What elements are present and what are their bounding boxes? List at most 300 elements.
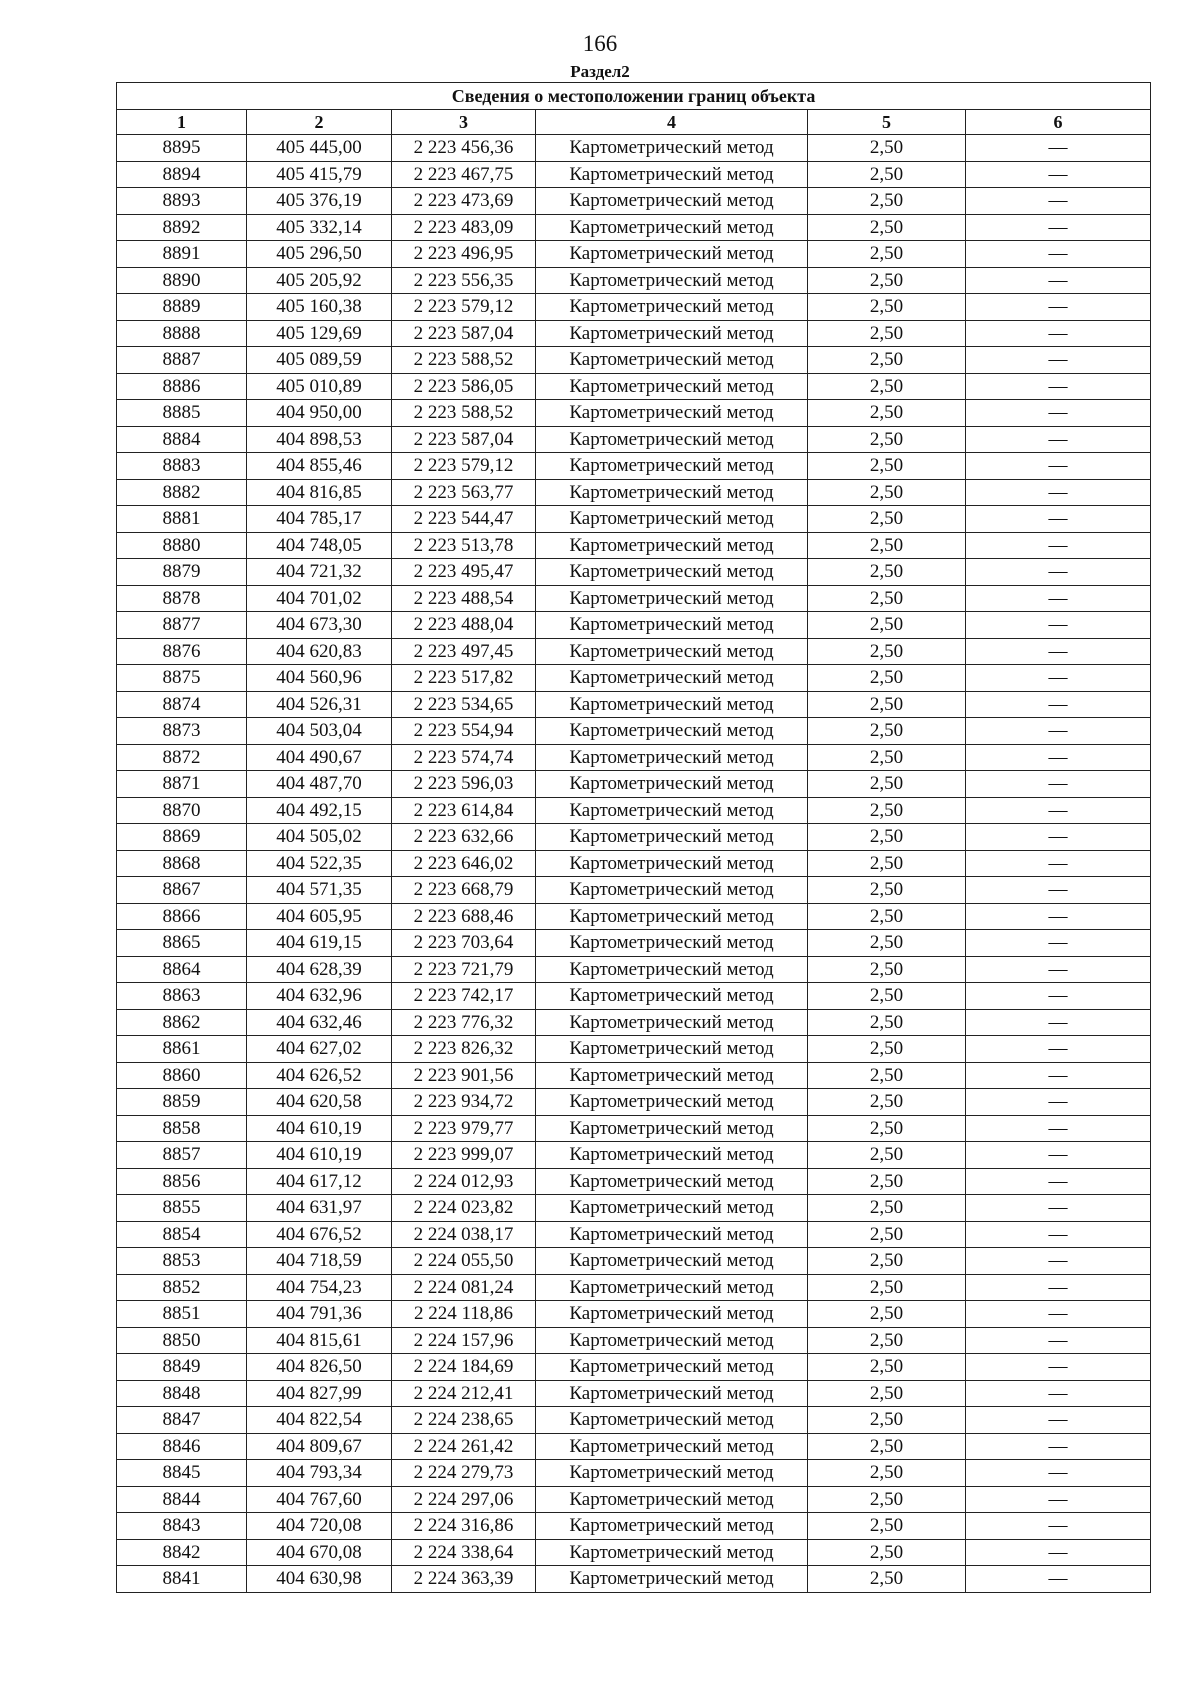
accuracy-cell: 2,50 bbox=[808, 903, 966, 930]
y-coordinate-cell: 2 223 979,77 bbox=[392, 1115, 536, 1142]
x-coordinate-cell: 404 571,35 bbox=[247, 877, 392, 904]
table-row bbox=[117, 797, 1151, 824]
table-row bbox=[117, 638, 1151, 665]
note-cell: — bbox=[966, 877, 1151, 904]
table-row bbox=[117, 665, 1151, 692]
method-cell: Картометрический метод bbox=[536, 400, 808, 427]
point-number-cell: 8863 bbox=[117, 983, 247, 1010]
method-cell: Картометрический метод bbox=[536, 1221, 808, 1248]
x-coordinate-cell: 404 826,50 bbox=[247, 1354, 392, 1381]
point-number-cell: 8891 bbox=[117, 241, 247, 268]
table-row bbox=[117, 241, 1151, 268]
table-row bbox=[117, 1168, 1151, 1195]
note-cell: — bbox=[966, 294, 1151, 321]
point-number-cell: 8875 bbox=[117, 665, 247, 692]
x-coordinate-cell: 405 415,79 bbox=[247, 161, 392, 188]
point-number-cell: 8893 bbox=[117, 188, 247, 215]
table-row bbox=[117, 983, 1151, 1010]
table-row bbox=[117, 426, 1151, 453]
point-number-cell: 8883 bbox=[117, 453, 247, 480]
note-cell: — bbox=[966, 665, 1151, 692]
x-coordinate-cell: 404 701,02 bbox=[247, 585, 392, 612]
x-coordinate-cell: 404 610,19 bbox=[247, 1115, 392, 1142]
accuracy-cell: 2,50 bbox=[808, 824, 966, 851]
table-row bbox=[117, 877, 1151, 904]
x-coordinate-cell: 404 522,35 bbox=[247, 850, 392, 877]
accuracy-cell: 2,50 bbox=[808, 1486, 966, 1513]
table-row bbox=[117, 532, 1151, 559]
y-coordinate-cell: 2 223 587,04 bbox=[392, 320, 536, 347]
section-title: Раздел2 bbox=[570, 62, 630, 81]
y-coordinate-cell: 2 223 999,07 bbox=[392, 1142, 536, 1169]
accuracy-cell: 2,50 bbox=[808, 214, 966, 241]
accuracy-cell: 2,50 bbox=[808, 1354, 966, 1381]
note-cell: — bbox=[966, 850, 1151, 877]
method-cell: Картометрический метод bbox=[536, 1274, 808, 1301]
point-number-cell: 8855 bbox=[117, 1195, 247, 1222]
method-cell: Картометрический метод bbox=[536, 1354, 808, 1381]
y-coordinate-cell: 2 224 184,69 bbox=[392, 1354, 536, 1381]
note-cell: — bbox=[966, 1486, 1151, 1513]
y-coordinate-cell: 2 224 212,41 bbox=[392, 1380, 536, 1407]
column-header: 4 bbox=[536, 110, 808, 135]
y-coordinate-cell: 2 224 023,82 bbox=[392, 1195, 536, 1222]
point-number-cell: 8894 bbox=[117, 161, 247, 188]
method-cell: Картометрический метод bbox=[536, 294, 808, 321]
table-row bbox=[117, 267, 1151, 294]
x-coordinate-cell: 404 827,99 bbox=[247, 1380, 392, 1407]
y-coordinate-cell: 2 223 579,12 bbox=[392, 294, 536, 321]
point-number-cell: 8870 bbox=[117, 797, 247, 824]
method-cell: Картометрический метод bbox=[536, 1248, 808, 1275]
accuracy-cell: 2,50 bbox=[808, 1301, 966, 1328]
x-coordinate-cell: 404 720,08 bbox=[247, 1513, 392, 1540]
method-cell: Картометрический метод bbox=[536, 479, 808, 506]
method-cell: Картометрический метод bbox=[536, 691, 808, 718]
table-row bbox=[117, 1062, 1151, 1089]
accuracy-cell: 2,50 bbox=[808, 559, 966, 586]
table-row bbox=[117, 1486, 1151, 1513]
note-cell: — bbox=[966, 1009, 1151, 1036]
table-row bbox=[117, 850, 1151, 877]
table-row bbox=[117, 1195, 1151, 1222]
point-number-cell: 8843 bbox=[117, 1513, 247, 1540]
note-cell: — bbox=[966, 214, 1151, 241]
note-cell: — bbox=[966, 347, 1151, 374]
x-coordinate-cell: 405 205,92 bbox=[247, 267, 392, 294]
boundary-table bbox=[116, 82, 1151, 1593]
x-coordinate-cell: 404 526,31 bbox=[247, 691, 392, 718]
method-cell: Картометрический метод bbox=[536, 347, 808, 374]
x-coordinate-cell: 404 560,96 bbox=[247, 665, 392, 692]
table-row bbox=[117, 585, 1151, 612]
point-number-cell: 8877 bbox=[117, 612, 247, 639]
y-coordinate-cell: 2 223 901,56 bbox=[392, 1062, 536, 1089]
table-header-row bbox=[117, 110, 1151, 135]
table-row bbox=[117, 930, 1151, 957]
point-number-cell: 8866 bbox=[117, 903, 247, 930]
y-coordinate-cell: 2 223 588,52 bbox=[392, 347, 536, 374]
y-coordinate-cell: 2 224 012,93 bbox=[392, 1168, 536, 1195]
note-cell: — bbox=[966, 1380, 1151, 1407]
accuracy-cell: 2,50 bbox=[808, 612, 966, 639]
y-coordinate-cell: 2 223 496,95 bbox=[392, 241, 536, 268]
method-cell: Картометрический метод bbox=[536, 214, 808, 241]
x-coordinate-cell: 404 503,04 bbox=[247, 718, 392, 745]
x-coordinate-cell: 404 898,53 bbox=[247, 426, 392, 453]
accuracy-cell: 2,50 bbox=[808, 638, 966, 665]
point-number-cell: 8850 bbox=[117, 1327, 247, 1354]
note-cell: — bbox=[966, 1566, 1151, 1593]
point-number-cell: 8878 bbox=[117, 585, 247, 612]
accuracy-cell: 2,50 bbox=[808, 771, 966, 798]
y-coordinate-cell: 2 224 055,50 bbox=[392, 1248, 536, 1275]
note-cell: — bbox=[966, 400, 1151, 427]
accuracy-cell: 2,50 bbox=[808, 453, 966, 480]
note-cell: — bbox=[966, 1036, 1151, 1063]
point-number-cell: 8876 bbox=[117, 638, 247, 665]
x-coordinate-cell: 404 619,15 bbox=[247, 930, 392, 957]
x-coordinate-cell: 404 632,46 bbox=[247, 1009, 392, 1036]
note-cell: — bbox=[966, 1354, 1151, 1381]
note-cell: — bbox=[966, 320, 1151, 347]
method-cell: Картометрический метод bbox=[536, 665, 808, 692]
y-coordinate-cell: 2 224 316,86 bbox=[392, 1513, 536, 1540]
x-coordinate-cell: 404 605,95 bbox=[247, 903, 392, 930]
y-coordinate-cell: 2 224 363,39 bbox=[392, 1566, 536, 1593]
accuracy-cell: 2,50 bbox=[808, 691, 966, 718]
x-coordinate-cell: 405 332,14 bbox=[247, 214, 392, 241]
note-cell: — bbox=[966, 744, 1151, 771]
point-number-cell: 8864 bbox=[117, 956, 247, 983]
note-cell: — bbox=[966, 1274, 1151, 1301]
point-number-cell: 8869 bbox=[117, 824, 247, 851]
point-number-cell: 8861 bbox=[117, 1036, 247, 1063]
y-coordinate-cell: 2 224 081,24 bbox=[392, 1274, 536, 1301]
point-number-cell: 8847 bbox=[117, 1407, 247, 1434]
x-coordinate-cell: 404 630,98 bbox=[247, 1566, 392, 1593]
y-coordinate-cell: 2 223 495,47 bbox=[392, 559, 536, 586]
method-cell: Картометрический метод bbox=[536, 1327, 808, 1354]
x-coordinate-cell: 404 631,97 bbox=[247, 1195, 392, 1222]
table-row bbox=[117, 1354, 1151, 1381]
x-coordinate-cell: 405 376,19 bbox=[247, 188, 392, 215]
note-cell: — bbox=[966, 903, 1151, 930]
note-cell: — bbox=[966, 506, 1151, 533]
x-coordinate-cell: 404 610,19 bbox=[247, 1142, 392, 1169]
method-cell: Картометрический метод bbox=[536, 877, 808, 904]
accuracy-cell: 2,50 bbox=[808, 1009, 966, 1036]
x-coordinate-cell: 405 296,50 bbox=[247, 241, 392, 268]
note-cell: — bbox=[966, 532, 1151, 559]
point-number-cell: 8889 bbox=[117, 294, 247, 321]
table-row bbox=[117, 718, 1151, 745]
x-coordinate-cell: 404 950,00 bbox=[247, 400, 392, 427]
point-number-cell: 8848 bbox=[117, 1380, 247, 1407]
accuracy-cell: 2,50 bbox=[808, 1380, 966, 1407]
note-cell: — bbox=[966, 1142, 1151, 1169]
method-cell: Картометрический метод bbox=[536, 1089, 808, 1116]
note-cell: — bbox=[966, 718, 1151, 745]
point-number-cell: 8844 bbox=[117, 1486, 247, 1513]
method-cell: Картометрический метод bbox=[536, 824, 808, 851]
method-cell: Картометрический метод bbox=[536, 1380, 808, 1407]
x-coordinate-cell: 404 822,54 bbox=[247, 1407, 392, 1434]
point-number-cell: 8856 bbox=[117, 1168, 247, 1195]
x-coordinate-cell: 404 754,23 bbox=[247, 1274, 392, 1301]
method-cell: Картометрический метод bbox=[536, 638, 808, 665]
method-cell: Картометрический метод bbox=[536, 1195, 808, 1222]
accuracy-cell: 2,50 bbox=[808, 744, 966, 771]
y-coordinate-cell: 2 223 456,36 bbox=[392, 135, 536, 162]
accuracy-cell: 2,50 bbox=[808, 585, 966, 612]
x-coordinate-cell: 404 490,67 bbox=[247, 744, 392, 771]
x-coordinate-cell: 404 632,96 bbox=[247, 983, 392, 1010]
note-cell: — bbox=[966, 267, 1151, 294]
note-cell: — bbox=[966, 559, 1151, 586]
x-coordinate-cell: 404 676,52 bbox=[247, 1221, 392, 1248]
table-row bbox=[117, 956, 1151, 983]
point-number-cell: 8846 bbox=[117, 1433, 247, 1460]
point-number-cell: 8880 bbox=[117, 532, 247, 559]
table-row bbox=[117, 320, 1151, 347]
method-cell: Картометрический метод bbox=[536, 956, 808, 983]
method-cell: Картометрический метод bbox=[536, 320, 808, 347]
y-coordinate-cell: 2 224 038,17 bbox=[392, 1221, 536, 1248]
method-cell: Картометрический метод bbox=[536, 1301, 808, 1328]
note-cell: — bbox=[966, 161, 1151, 188]
accuracy-cell: 2,50 bbox=[808, 877, 966, 904]
method-cell: Картометрический метод bbox=[536, 744, 808, 771]
x-coordinate-cell: 404 627,02 bbox=[247, 1036, 392, 1063]
point-number-cell: 8862 bbox=[117, 1009, 247, 1036]
table-row bbox=[117, 1009, 1151, 1036]
point-number-cell: 8872 bbox=[117, 744, 247, 771]
note-cell: — bbox=[966, 1195, 1151, 1222]
table-row bbox=[117, 135, 1151, 162]
y-coordinate-cell: 2 223 473,69 bbox=[392, 188, 536, 215]
table-row bbox=[117, 214, 1151, 241]
method-cell: Картометрический метод bbox=[536, 1036, 808, 1063]
method-cell: Картометрический метод bbox=[536, 1062, 808, 1089]
accuracy-cell: 2,50 bbox=[808, 1248, 966, 1275]
y-coordinate-cell: 2 223 534,65 bbox=[392, 691, 536, 718]
note-cell: — bbox=[966, 373, 1151, 400]
method-cell: Картометрический метод bbox=[536, 903, 808, 930]
y-coordinate-cell: 2 223 579,12 bbox=[392, 453, 536, 480]
table-row bbox=[117, 400, 1151, 427]
table-row bbox=[117, 1407, 1151, 1434]
y-coordinate-cell: 2 223 563,77 bbox=[392, 479, 536, 506]
method-cell: Картометрический метод bbox=[536, 1433, 808, 1460]
y-coordinate-cell: 2 223 721,79 bbox=[392, 956, 536, 983]
method-cell: Картометрический метод bbox=[536, 718, 808, 745]
method-cell: Картометрический метод bbox=[536, 559, 808, 586]
accuracy-cell: 2,50 bbox=[808, 1036, 966, 1063]
accuracy-cell: 2,50 bbox=[808, 1327, 966, 1354]
method-cell: Картометрический метод bbox=[536, 241, 808, 268]
method-cell: Картометрический метод bbox=[536, 532, 808, 559]
y-coordinate-cell: 2 223 688,46 bbox=[392, 903, 536, 930]
y-coordinate-cell: 2 224 338,64 bbox=[392, 1539, 536, 1566]
point-number-cell: 8853 bbox=[117, 1248, 247, 1275]
table-row bbox=[117, 1327, 1151, 1354]
method-cell: Картометрический метод bbox=[536, 1539, 808, 1566]
note-cell: — bbox=[966, 241, 1151, 268]
y-coordinate-cell: 2 223 703,64 bbox=[392, 930, 536, 957]
y-coordinate-cell: 2 223 668,79 bbox=[392, 877, 536, 904]
column-header: 2 bbox=[247, 110, 392, 135]
accuracy-cell: 2,50 bbox=[808, 1115, 966, 1142]
point-number-cell: 8858 bbox=[117, 1115, 247, 1142]
y-coordinate-cell: 2 223 614,84 bbox=[392, 797, 536, 824]
accuracy-cell: 2,50 bbox=[808, 850, 966, 877]
column-header: 3 bbox=[392, 110, 536, 135]
note-cell: — bbox=[966, 1460, 1151, 1487]
accuracy-cell: 2,50 bbox=[808, 1407, 966, 1434]
y-coordinate-cell: 2 223 513,78 bbox=[392, 532, 536, 559]
note-cell: — bbox=[966, 1062, 1151, 1089]
method-cell: Картометрический метод bbox=[536, 506, 808, 533]
table-row bbox=[117, 1566, 1151, 1593]
note-cell: — bbox=[966, 983, 1151, 1010]
x-coordinate-cell: 404 492,15 bbox=[247, 797, 392, 824]
method-cell: Картометрический метод bbox=[536, 267, 808, 294]
table-row bbox=[117, 373, 1151, 400]
note-cell: — bbox=[966, 1168, 1151, 1195]
point-number-cell: 8860 bbox=[117, 1062, 247, 1089]
table-row bbox=[117, 559, 1151, 586]
point-number-cell: 8881 bbox=[117, 506, 247, 533]
y-coordinate-cell: 2 223 586,05 bbox=[392, 373, 536, 400]
note-cell: — bbox=[966, 638, 1151, 665]
point-number-cell: 8886 bbox=[117, 373, 247, 400]
accuracy-cell: 2,50 bbox=[808, 1168, 966, 1195]
accuracy-cell: 2,50 bbox=[808, 1089, 966, 1116]
method-cell: Картометрический метод bbox=[536, 188, 808, 215]
table-row bbox=[117, 347, 1151, 374]
table-row bbox=[117, 1433, 1151, 1460]
x-coordinate-cell: 404 816,85 bbox=[247, 479, 392, 506]
y-coordinate-cell: 2 223 467,75 bbox=[392, 161, 536, 188]
accuracy-cell: 2,50 bbox=[808, 267, 966, 294]
note-cell: — bbox=[966, 1433, 1151, 1460]
accuracy-cell: 2,50 bbox=[808, 1460, 966, 1487]
x-coordinate-cell: 405 445,00 bbox=[247, 135, 392, 162]
x-coordinate-cell: 404 718,59 bbox=[247, 1248, 392, 1275]
method-cell: Картометрический метод bbox=[536, 373, 808, 400]
method-cell: Картометрический метод bbox=[536, 1460, 808, 1487]
accuracy-cell: 2,50 bbox=[808, 1566, 966, 1593]
x-coordinate-cell: 404 620,58 bbox=[247, 1089, 392, 1116]
point-number-cell: 8854 bbox=[117, 1221, 247, 1248]
point-number-cell: 8888 bbox=[117, 320, 247, 347]
table-row bbox=[117, 1539, 1151, 1566]
table-row bbox=[117, 903, 1151, 930]
point-number-cell: 8873 bbox=[117, 718, 247, 745]
accuracy-cell: 2,50 bbox=[808, 320, 966, 347]
accuracy-cell: 2,50 bbox=[808, 135, 966, 162]
accuracy-cell: 2,50 bbox=[808, 188, 966, 215]
accuracy-cell: 2,50 bbox=[808, 1539, 966, 1566]
accuracy-cell: 2,50 bbox=[808, 718, 966, 745]
method-cell: Картометрический метод bbox=[536, 930, 808, 957]
table-row bbox=[117, 691, 1151, 718]
point-number-cell: 8849 bbox=[117, 1354, 247, 1381]
method-cell: Картометрический метод bbox=[536, 1115, 808, 1142]
accuracy-cell: 2,50 bbox=[808, 1221, 966, 1248]
note-cell: — bbox=[966, 1327, 1151, 1354]
point-number-cell: 8890 bbox=[117, 267, 247, 294]
column-header: 1 bbox=[117, 110, 247, 135]
accuracy-cell: 2,50 bbox=[808, 241, 966, 268]
accuracy-cell: 2,50 bbox=[808, 161, 966, 188]
accuracy-cell: 2,50 bbox=[808, 506, 966, 533]
y-coordinate-cell: 2 223 574,74 bbox=[392, 744, 536, 771]
note-cell: — bbox=[966, 1301, 1151, 1328]
note-cell: — bbox=[966, 612, 1151, 639]
point-number-cell: 8859 bbox=[117, 1089, 247, 1116]
point-number-cell: 8874 bbox=[117, 691, 247, 718]
table-row bbox=[117, 1513, 1151, 1540]
x-coordinate-cell: 404 505,02 bbox=[247, 824, 392, 851]
note-cell: — bbox=[966, 1089, 1151, 1116]
y-coordinate-cell: 2 223 587,04 bbox=[392, 426, 536, 453]
y-coordinate-cell: 2 224 238,65 bbox=[392, 1407, 536, 1434]
x-coordinate-cell: 404 767,60 bbox=[247, 1486, 392, 1513]
x-coordinate-cell: 404 628,39 bbox=[247, 956, 392, 983]
x-coordinate-cell: 404 673,30 bbox=[247, 612, 392, 639]
x-coordinate-cell: 404 785,17 bbox=[247, 506, 392, 533]
method-cell: Картометрический метод bbox=[536, 983, 808, 1010]
method-cell: Картометрический метод bbox=[536, 161, 808, 188]
y-coordinate-cell: 2 223 596,03 bbox=[392, 771, 536, 798]
table-row bbox=[117, 1274, 1151, 1301]
x-coordinate-cell: 405 010,89 bbox=[247, 373, 392, 400]
x-coordinate-cell: 404 620,83 bbox=[247, 638, 392, 665]
x-coordinate-cell: 404 617,12 bbox=[247, 1168, 392, 1195]
y-coordinate-cell: 2 223 588,52 bbox=[392, 400, 536, 427]
note-cell: — bbox=[966, 956, 1151, 983]
y-coordinate-cell: 2 223 826,32 bbox=[392, 1036, 536, 1063]
point-number-cell: 8895 bbox=[117, 135, 247, 162]
y-coordinate-cell: 2 223 776,32 bbox=[392, 1009, 536, 1036]
x-coordinate-cell: 404 815,61 bbox=[247, 1327, 392, 1354]
accuracy-cell: 2,50 bbox=[808, 294, 966, 321]
note-cell: — bbox=[966, 1221, 1151, 1248]
accuracy-cell: 2,50 bbox=[808, 426, 966, 453]
y-coordinate-cell: 2 224 261,42 bbox=[392, 1433, 536, 1460]
method-cell: Картометрический метод bbox=[536, 585, 808, 612]
accuracy-cell: 2,50 bbox=[808, 373, 966, 400]
accuracy-cell: 2,50 bbox=[808, 930, 966, 957]
accuracy-cell: 2,50 bbox=[808, 1142, 966, 1169]
table-row bbox=[117, 453, 1151, 480]
note-cell: — bbox=[966, 479, 1151, 506]
accuracy-cell: 2,50 bbox=[808, 1433, 966, 1460]
method-cell: Картометрический метод bbox=[536, 1486, 808, 1513]
note-cell: — bbox=[966, 135, 1151, 162]
table-row bbox=[117, 1380, 1151, 1407]
note-cell: — bbox=[966, 188, 1151, 215]
table-row bbox=[117, 1142, 1151, 1169]
point-number-cell: 8884 bbox=[117, 426, 247, 453]
y-coordinate-cell: 2 223 934,72 bbox=[392, 1089, 536, 1116]
point-number-cell: 8887 bbox=[117, 347, 247, 374]
table-row bbox=[117, 1115, 1151, 1142]
table-body bbox=[117, 135, 1151, 1593]
note-cell: — bbox=[966, 771, 1151, 798]
